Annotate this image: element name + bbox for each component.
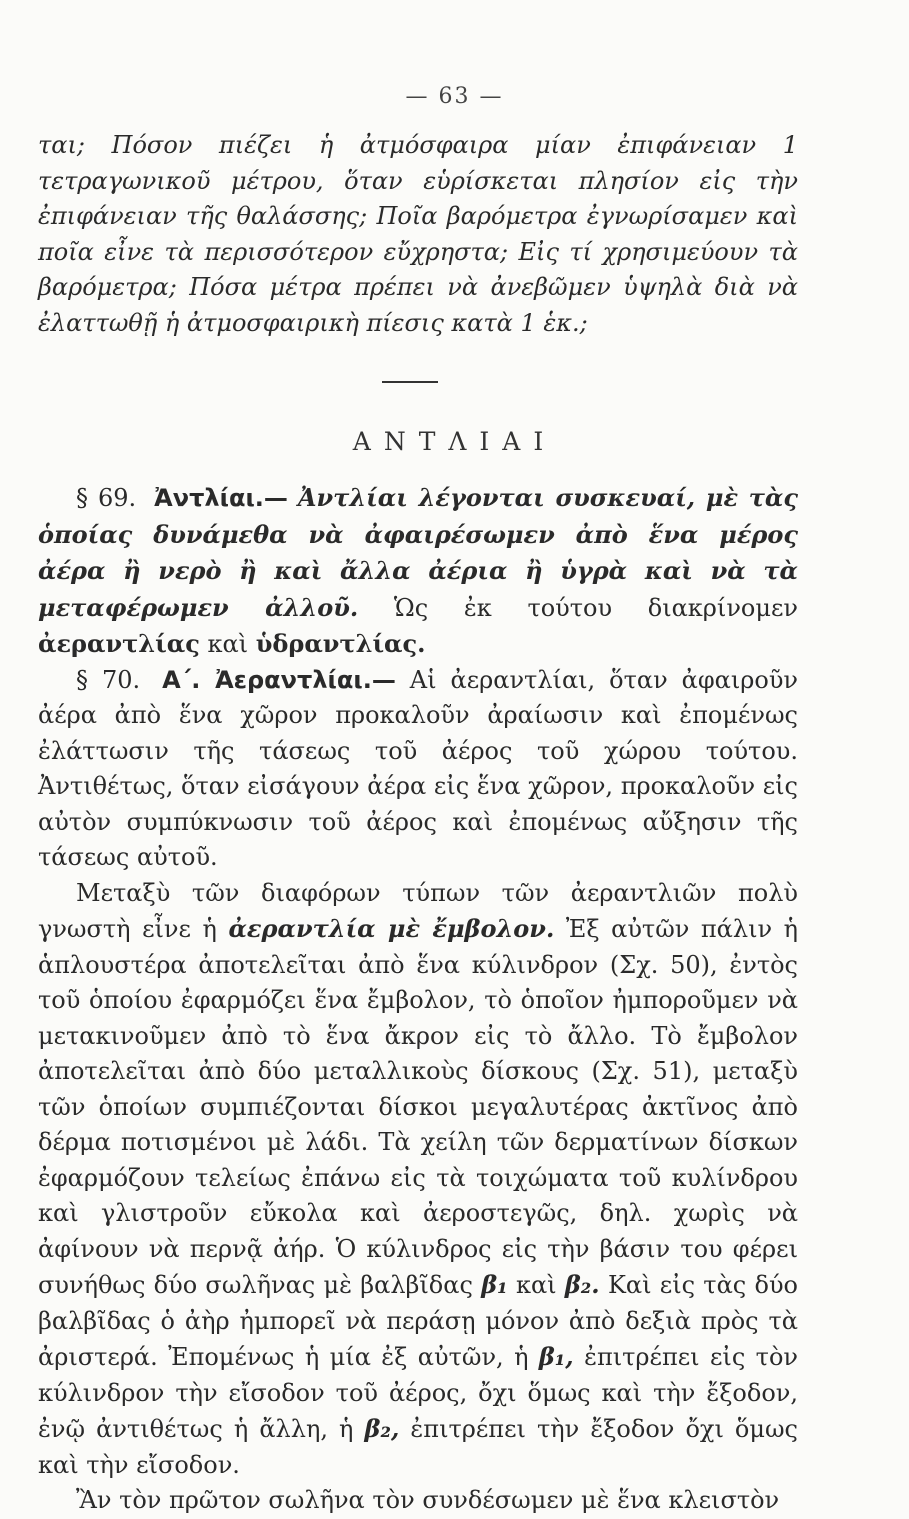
heading-aerantliai: Α΄. Ἀεραντλίαι.— — [162, 665, 396, 694]
valve-b1: β₁ — [481, 1270, 508, 1299]
section-divider — [382, 381, 438, 383]
valve-b1-ref: β₁, — [538, 1342, 574, 1371]
definition-text: Ἀντλίαι λέγονται συσκευαί, μὲ τὰς ὁποίας δυνάμεθα νὰ ἀφαιρέσωμεν ἀπὸ ἕνα μέρος ἀέρα ἢ νερὸ ἢ καὶ ἄλλα ἀέρια ἢ ὑγρὰ καὶ νὰ τὰ μεταφέρωμεν ἀλλοῦ. — [38, 483, 798, 622]
section-mark-69: § 69. — [76, 484, 137, 512]
heading-antliai: Ἀντλίαι.— — [154, 484, 288, 512]
text-span: ἐπιτρέπει εἰς τὸν κύλινδρον τὴν εἴσοδον τοῦ ἀέρος, ὄχι ὅμως καὶ τὴν ἔξοδον, ἐνῷ ἀντιθέτως ἡ ἄλλη, ἡ — [38, 1343, 798, 1443]
text-span: ἐπιτρέπει τὴν ἔξοδον ὄχι ὅμως καὶ τὴν εἴσοδον. — [38, 1415, 798, 1479]
paragraph-70 — [38, 663, 798, 876]
valve-b2: β₂. — [564, 1270, 600, 1299]
text-span: Ὡς ἐκ τούτου διακρίνομεν — [393, 593, 798, 622]
page-number: — 63 — — [405, 84, 504, 109]
section-mark-70: § 70. — [76, 665, 141, 694]
text-span: καὶ — [207, 630, 249, 658]
valve-b2-ref: β₂, — [364, 1414, 400, 1443]
paragraph-69 — [38, 480, 798, 663]
paragraph-last: Ἂν τὸν πρῶτον σωλῆνα τὸν συνδέσωμεν μὲ ἕνα κλειστὸν — [76, 1486, 780, 1514]
page-number-value: 63 — [438, 84, 471, 109]
term-ydrantlias: ὑδραντλίας. — [255, 629, 426, 658]
text-span: Αἱ ἀεραντλίαι, ὅταν ἀφαιροῦν ἀέρα ἀπὸ ἕνα χῶρον προκαλοῦν ἀραίωσιν καὶ ἐπομένως ἐλάττωσιν τῆς τάσεως τοῦ ἀέρος τοῦ χώρου τούτου. Ἀντιθέτως, ὅταν εἰσάγουν ἀέρα εἰς ἕνα χῶρον, προκαλοῦν εἰς αὐτὸν συμπύκνωσιν τοῦ ἀέρος καὶ ἐπομένως αὔξησιν τῆς τάσεως αὐτοῦ. — [38, 665, 798, 871]
term-aerantlias: ἀεραντλίας — [38, 629, 200, 658]
main-text — [38, 480, 798, 1519]
term-piston-pump: ἀεραντλία μὲ ἔμβολον. — [228, 914, 555, 943]
questions-paragraph: ται; Πόσον πιέζει ἡ ἀτμόσφαιρα μίαν ἐπιφάνειαν 1 τετραγωνικοῦ μέτρου, ὅταν εὑρίσκεται πλησίον εἰς τὴν ἐπιφάνειαν τῆς θαλάσσης; Ποῖα βαρόμετρα ἐγνωρίσαμεν καὶ ποῖα εἶνε τὰ περισσότερον εὔχρηστα; Εἰς τί χρησιμεύουν τὰ βαρόμετρα; Πόσα μέτρα πρέπει νὰ ἀνεβῶμεν ὑψηλὰ διὰ νὰ ἐλαττωθῇ ἡ ἀτμοσφαιρικὴ πίεσις κατὰ 1 ἑκ.; — [38, 131, 798, 337]
paragraph-piston-pump — [38, 876, 798, 1484]
section-title: ΑΝΤΛΙΑΙ — [352, 427, 557, 456]
text-span: Μεταξὺ τῶν διαφόρων τύπων τῶν ἀεραντλιῶν πολὺ γνωστὴ εἶνε ἡ — [38, 878, 798, 943]
text-span: Ἐξ αὐτῶν πάλιν ἡ ἁπλουστέρα ἀποτελεῖται ἀπὸ ἕνα κύλινδρον (Σχ. 50), ἐντὸς τοῦ ὁποίου ἐφαρμόζει ἕνα ἔμβολον, τὸ ὁποῖον ἠμποροῦμεν νὰ μετακινοῦμεν ἀπὸ τὸ ἕνα ἄκρον εἰς τὸ ἄλλο. Τὸ ἔμβολον ἀποτελεῖται ἀπὸ δύο μεταλλικοὺς δίσκους (Σχ. 51), μεταξὺ τῶν ὁποίων συμπιέζονται δίσκοι μεγαλυτέρας ἀκτῖνος ἀπὸ δέρμα ποτισμένοι μὲ λάδι. Τὰ χείλη τῶν δερματίνων δίσκων ἐφαρμόζουν τελείως ἐπάνω εἰς τὰ τοιχώματα τοῦ κυλίνδρου καὶ γλιστροῦν εὔκολα καὶ ἀεροστεγῶς, δηλ. χωρὶς νὰ ἀφίνουν νὰ περνᾷ ἀήρ. Ὁ κύλινδρος εἰς τὴν βάσιν του φέρει συνήθως δύο σωλῆνας μὲ βαλβῖδας — [38, 915, 799, 1299]
text-span: καὶ — [515, 1271, 557, 1299]
text-span: Καὶ εἰς τὰς δύο βαλβῖδας ὁ ἀὴρ ἠμπορεῖ νὰ περάσῃ μόνον ἀπὸ δεξιὰ πρὸς τὰ ἀριστερά. Ἐπομένως ἡ μία ἐξ αὐτῶν, ἡ — [38, 1271, 798, 1371]
